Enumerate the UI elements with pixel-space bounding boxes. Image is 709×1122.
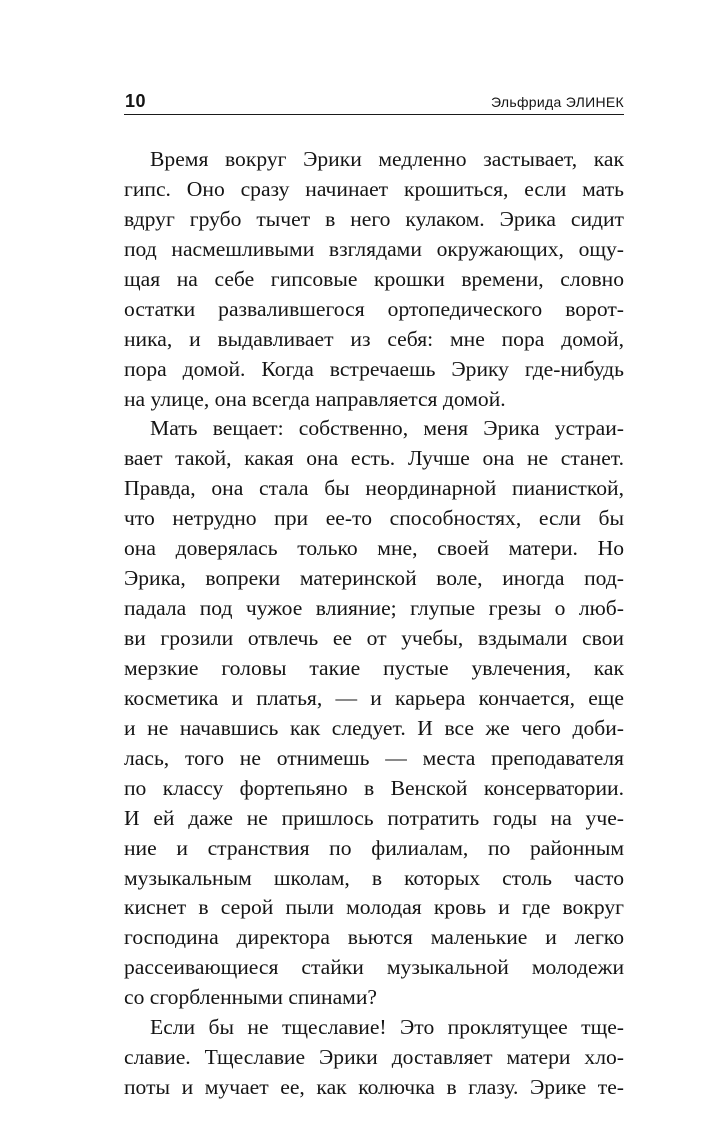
text-line: рассеивающиеся стайки музыкальной молодежи [124, 955, 624, 980]
page-number: 10 [125, 91, 147, 111]
text-line: Время вокруг Эрики медленно застывает, как [150, 147, 624, 171]
text-line: ника, и выдавливает из себя: мне пора домой, [124, 326, 624, 351]
text-line: ние и странствия по филиалам, по районным [124, 835, 624, 860]
text-line: мерзкие головы такие пустые увлечения, как [124, 655, 624, 680]
text-line: падала под чужое влияние; глупые грезы о люб- [124, 596, 624, 621]
text-line: что нетрудно при ее-то способностях, если бы [124, 506, 624, 531]
text-line: и не начавшись как следует. И все же чего доби- [124, 715, 624, 740]
text-line: щая на себе гипсовые крошки времени, словно [124, 266, 624, 291]
text-line: косметика и платья, — и карьера кончается, еще [124, 685, 624, 710]
text-line: Мать вещает: собственно, меня Эрика устраи- [150, 416, 624, 441]
text-line: Эрика, вопреки материнской воле, иногда под- [124, 566, 624, 591]
text-line: господина директора вьются маленькие и легко [124, 925, 624, 950]
text-line: музыкальным школам, в которых столь часто [124, 865, 624, 890]
text-line: Правда, она стала бы неординарной пианисткой, [124, 476, 624, 501]
text-line: киснет в серой пыли молодая кровь и где вокруг [124, 895, 624, 920]
text-line: на улице, она всегда направляется домой. [124, 386, 506, 411]
text-line: остатки развалившегося ортопедического ворот- [124, 296, 624, 321]
text-line: поты и мучает ее, как колючка в глазу. Эрике те- [124, 1075, 624, 1100]
running-header [124, 88, 624, 115]
text-line: Если бы не тщеславие! Это проклятущее тще- [150, 1015, 624, 1040]
running-title: Эльфрида ЭЛИНЕК [491, 94, 624, 110]
text-line: пора домой. Когда встречаешь Эрику где-нибудь [124, 356, 624, 381]
text-line: гипс. Оно сразу начинает крошиться, если мать [124, 176, 624, 201]
text-line: славие. Тщеславие Эрики доставляет матери хло- [124, 1045, 624, 1070]
text-line: И ей даже не пришлось потратить годы на уче- [124, 805, 624, 830]
body-text [124, 145, 624, 1103]
text-line: она доверялась только мне, своей матери. Но [124, 536, 624, 561]
text-line: под насмешливыми взглядами окружающих, ощу- [124, 236, 624, 261]
text-line: со сгорбленными спинами? [124, 985, 377, 1010]
text-line: ви грозили отвлечь ее от учебы, вздымали свои [124, 626, 624, 650]
text-line: вдруг грубо тычет в него кулаком. Эрика сидит [124, 206, 624, 231]
text-line: вает такой, какая она есть. Лучше она не станет. [124, 446, 624, 471]
text-line: по классу фортепьяно в Венской консерватории. [124, 775, 624, 800]
text-line: лась, того не отнимешь — места преподавателя [124, 745, 624, 770]
